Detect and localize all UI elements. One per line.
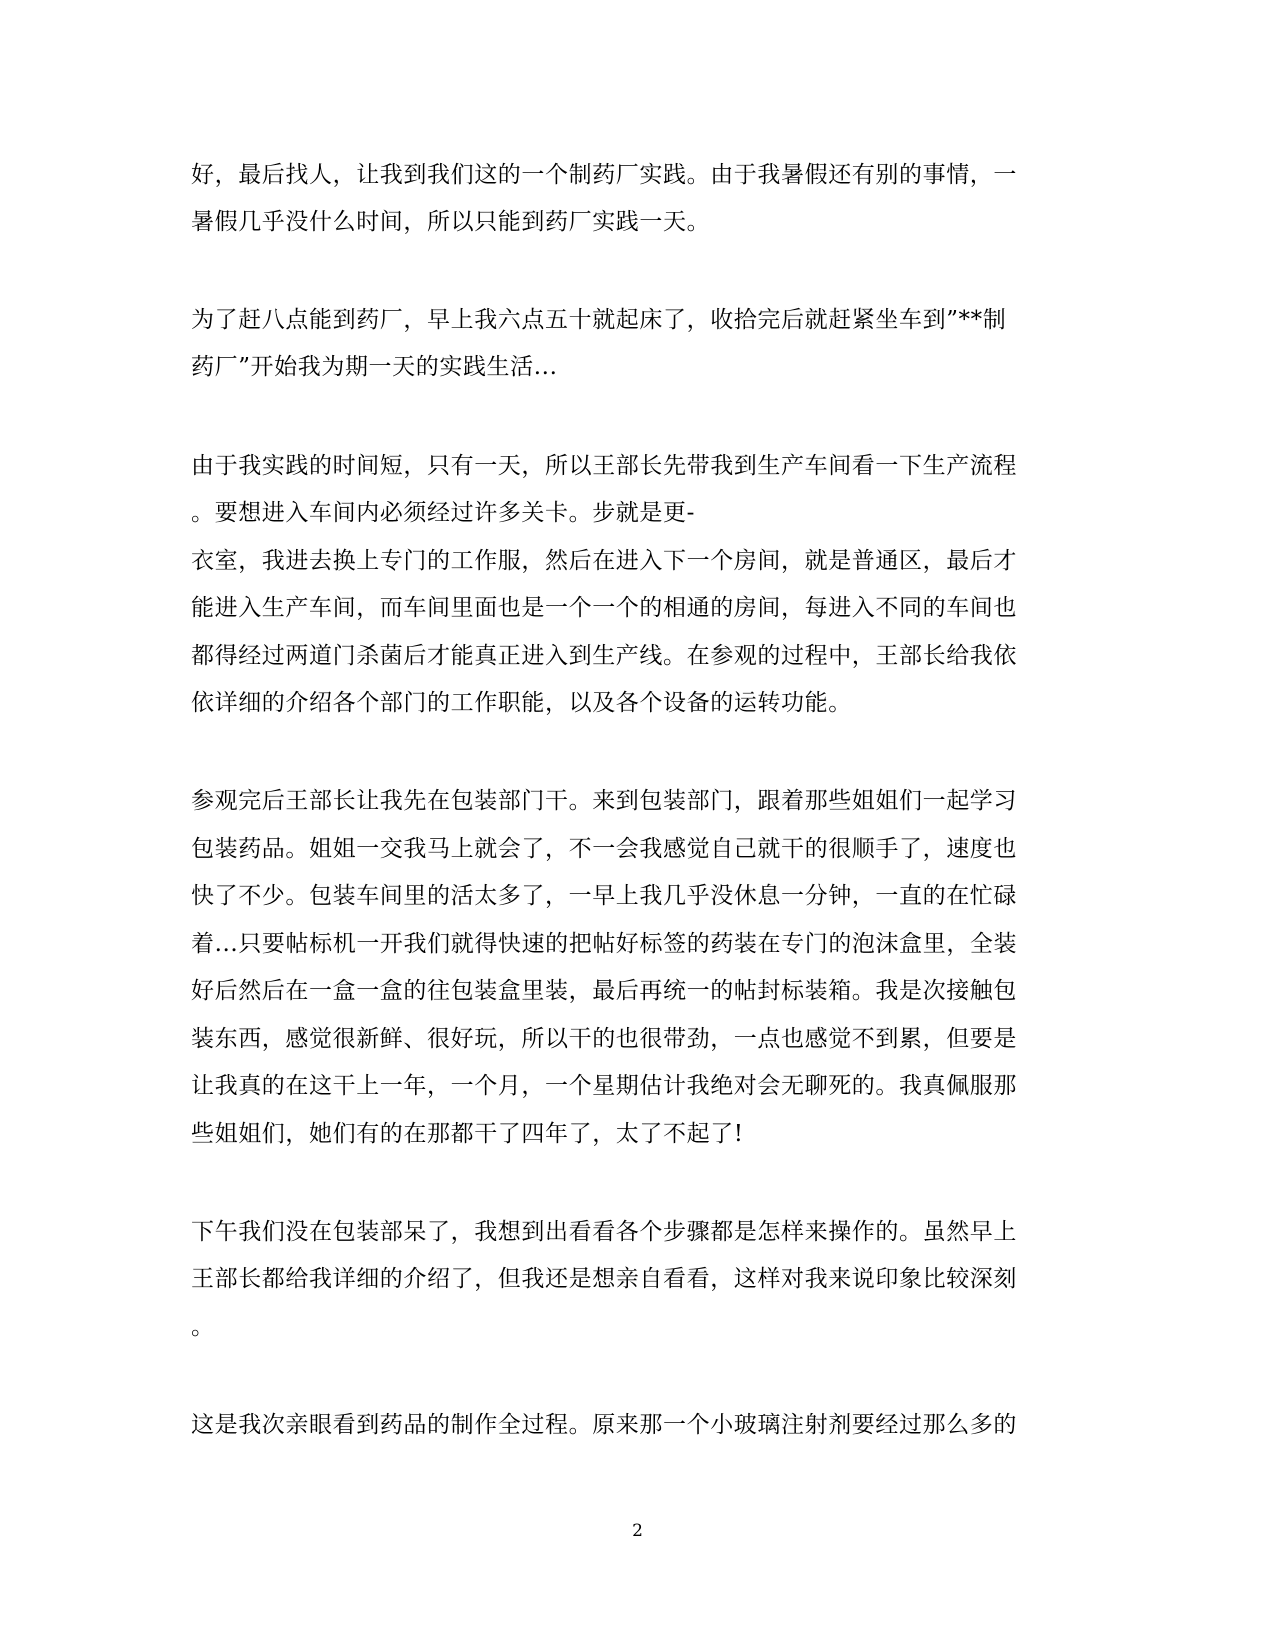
page-number: 2 (632, 1521, 643, 1541)
text-line: 这是我次亲眼看到药品的制作全过程。原来那一个小玻璃注射剂要经过那么多的 (191, 1412, 1017, 1438)
text-line: 为了赶八点能到药厂，早上我六点五十就起床了，收拾完后就赶紧坐车到”**制 (191, 307, 1007, 333)
text-line: 药厂”开始我为期一天的实践生活... (191, 354, 558, 380)
text-line: 下午我们没在包装部呆了，我想到出看看各个步骤都是怎样来操作的。虽然早上 (191, 1219, 1017, 1245)
text-line: 好后然后在一盒一盒的往包装盒里装，最后再统一的帖封标装箱。我是次接触包 (191, 978, 1017, 1004)
text-line: 包装药品。姐姐一交我马上就会了，不一会我感觉自己就干的很顺手了，速度也 (191, 836, 1017, 862)
text-line: 依详细的介绍各个部门的工作职能，以及各个设备的运转功能。 (191, 690, 852, 716)
text-line: 衣室，我进去换上专门的工作服，然后在进入下一个房间，就是普通区，最后才 (191, 548, 1017, 574)
text-line: 由于我实践的时间短，只有一天，所以王部长先带我到生产车间看一下生产流程 (191, 453, 1017, 479)
text-line: 。 (191, 1314, 215, 1340)
text-line: 能进入生产车间，而车间里面也是一个一个的相通的房间，每进入不同的车间也 (191, 595, 1017, 621)
text-line: 着...只要帖标机一开我们就得快速的把帖好标签的药装在专门的泡沫盒里，全装 (191, 931, 1018, 957)
text-line: 参观完后王部长让我先在包装部门干。来到包装部门，跟着那些姐姐们一起学习 (191, 788, 1017, 814)
text-line: 王部长都给我详细的介绍了，但我还是想亲自看看，这样对我来说印象比较深刻 (191, 1266, 1017, 1292)
text-line: 都得经过两道门杀菌后才能真正进入到生产线。在参观的过程中，王部长给我依 (191, 643, 1017, 669)
text-line: 让我真的在这干上一年，一个月，一个星期估计我绝对会无聊死的。我真佩服那 (191, 1073, 1017, 1099)
text-line: 些姐姐们，她们有的在那都干了四年了，太了不起了! (191, 1121, 744, 1147)
text-line: 好，最后找人，让我到我们这的一个制药厂实践。由于我暑假还有别的事情，一 (191, 162, 1017, 188)
text-line: 暑假几乎没什么时间，所以只能到药厂实践一天。 (191, 209, 711, 235)
text-line: 装东西，感觉很新鲜、很好玩，所以干的也很带劲，一点也感觉不到累，但要是 (191, 1026, 1017, 1052)
text-line: 快了不少。包装车间里的活太多了，一早上我几乎没休息一分钟，一直的在忙碌 (191, 883, 1017, 909)
text-line: 。要想进入车间内必须经过许多关卡。步就是更- (191, 500, 695, 526)
